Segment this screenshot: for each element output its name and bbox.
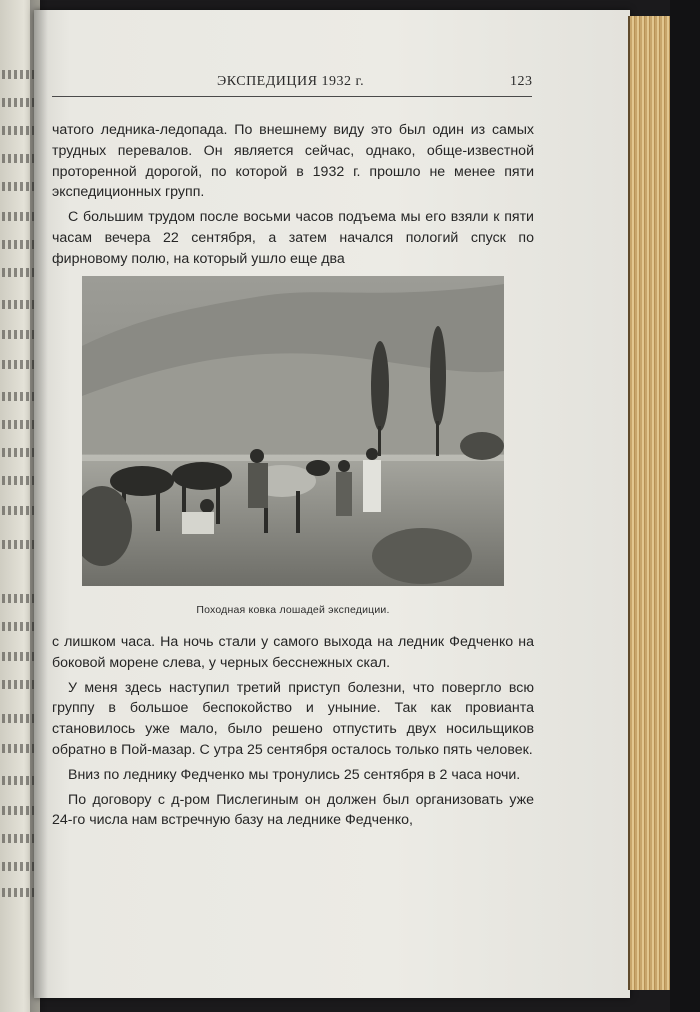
paragraph: с лишком часа. На ночь стали у самого выхода на ледник Федченко на боковой морене слева, у черных бесснежных скал. xyxy=(52,634,534,671)
bush xyxy=(460,432,504,460)
paragraph: У меня здесь наступил третий приступ болезни, что повергло всю группу в большое беспокойство и уныние. Так как провианта становилось уже мало, было решено отпустить двух носильщиков обратно в Пой-мазар. С утра 25 сентября осталось только пять человек. xyxy=(52,679,534,758)
paragraph: чатого ледника-ледопада. По внешнему виду это был один из самых трудных перевалов. Он является сейчас, однако, обще-известной проторенной дорогой, по которой в 1932 г. прошло не менее пяти экспедиционных групп. xyxy=(52,122,534,201)
gutter-shadow xyxy=(30,0,48,1012)
foreground-bush xyxy=(372,528,472,584)
header-rule xyxy=(52,96,532,97)
paragraph: С большим трудом после восьми часов подъема мы его взяли к пяти часам вечера 22 сентября, а затем начался пологий спуск по фирновому полю, на который ушло еще два xyxy=(52,209,534,267)
text-block-top xyxy=(52,120,534,270)
tree-trunk xyxy=(378,426,381,456)
text-block-bottom xyxy=(52,632,534,831)
book-cover-edge xyxy=(670,0,700,1012)
photo-caption: Походная ковка лошадей экспедиции. xyxy=(196,604,390,616)
page-block-edges xyxy=(628,16,672,990)
paragraph: Вниз по леднику Федченко мы тронулись 25 сентября в 2 часа ночи. xyxy=(68,766,521,783)
running-title: ЭКСПЕДИЦИЯ 1932 г. xyxy=(217,74,365,89)
running-header xyxy=(52,72,532,94)
paragraph: По договору с д-ром Пислегиным он должен был организовать уже 24-го числа нам встречную базу на леднике Федченко, xyxy=(52,791,534,829)
page-number: 123 xyxy=(510,74,533,89)
tree-trunk xyxy=(436,421,439,456)
poplar-tree xyxy=(430,326,446,426)
expedition-photo xyxy=(82,276,504,586)
photo-illustration xyxy=(82,276,504,586)
poplar-tree xyxy=(371,341,389,431)
